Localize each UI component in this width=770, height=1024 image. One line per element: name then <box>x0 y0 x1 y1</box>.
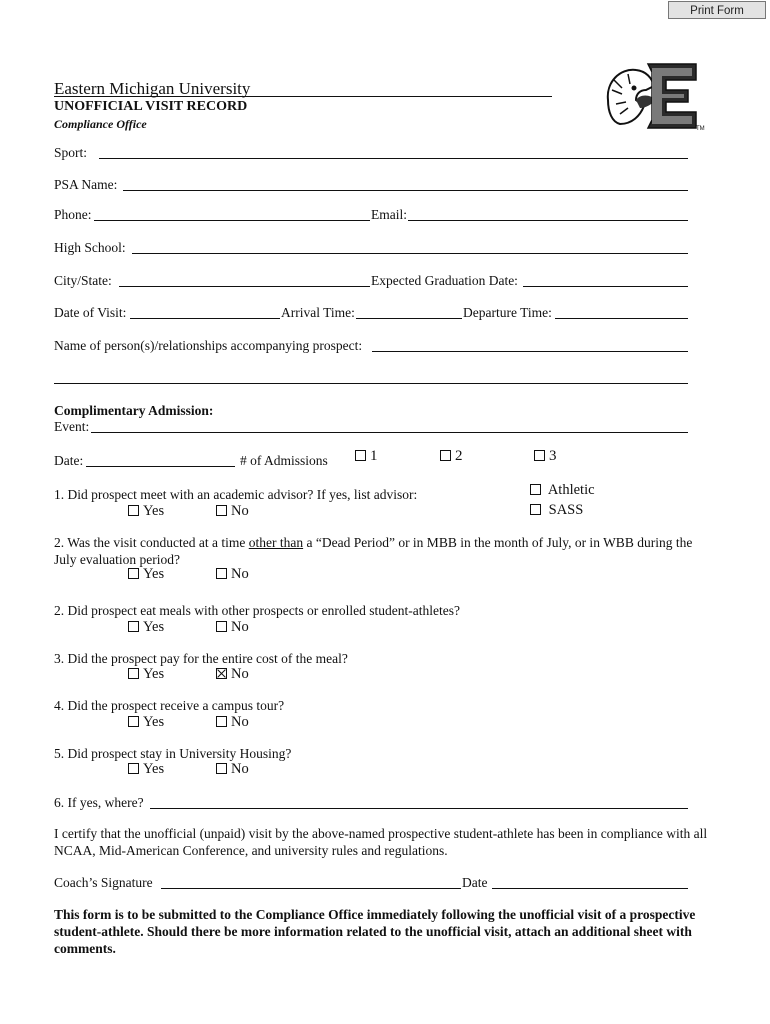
high-school-field[interactable] <box>132 253 688 254</box>
accompanying-field[interactable] <box>372 351 688 352</box>
q5-yes-option[interactable]: Yes <box>128 714 164 731</box>
checkbox-icon[interactable] <box>128 668 139 679</box>
question-housing: 5. Did prospect stay in University Housing? <box>54 746 292 761</box>
question-1: 1. Did prospect meet with an academic advisor? If yes, list advisor: <box>54 487 418 502</box>
checkbox-icon[interactable] <box>530 504 541 515</box>
form-title: UNOFFICIAL VISIT RECORD <box>54 99 248 114</box>
q1-yes-option[interactable]: Yes <box>128 503 164 520</box>
q3-yes-option[interactable]: Yes <box>128 619 164 636</box>
q4-no-option[interactable]: No <box>216 666 249 683</box>
phone-field[interactable] <box>94 220 370 221</box>
checkbox-icon[interactable] <box>355 450 366 461</box>
question-campus-tour: 4. Did the prospect receive a campus tour? <box>54 698 285 713</box>
checked-checkbox-icon[interactable] <box>216 668 227 679</box>
eagle-e-logo <box>600 60 710 132</box>
email-label: Email: <box>371 207 407 222</box>
checkbox-icon[interactable] <box>216 505 227 516</box>
date-of-visit-field[interactable] <box>130 318 280 319</box>
checkbox-icon[interactable] <box>216 568 227 579</box>
admission-heading: Complimentary Admission: <box>54 403 214 418</box>
question-2: 2. Was the visit conducted at a time other than a “Dead Period” or in MBB in the month of July, or in WBB during the July evaluation period? <box>54 535 693 567</box>
checkbox-icon[interactable] <box>440 450 451 461</box>
checkbox-icon[interactable] <box>216 763 227 774</box>
checkbox-icon[interactable] <box>128 568 139 579</box>
coach-signature-field[interactable] <box>161 888 461 889</box>
accompanying-field-line2[interactable] <box>54 383 688 384</box>
checkbox-icon[interactable] <box>128 763 139 774</box>
q5-no-option[interactable]: No <box>216 714 249 731</box>
date-of-visit-label: Date of Visit: <box>54 305 127 320</box>
email-field[interactable] <box>408 220 688 221</box>
event-label: Event: <box>54 419 90 434</box>
checkbox-icon[interactable] <box>530 484 541 495</box>
arrival-time-label: Arrival Time: <box>281 305 355 320</box>
question-meals: 2. Did prospect eat meals with other prospects or enrolled student-athletes? <box>54 603 461 618</box>
admission-option-3[interactable]: 3 <box>534 448 557 465</box>
q6-yes-option[interactable]: Yes <box>128 761 164 778</box>
accompanying-label: Name of person(s)/relationships accompanying prospect: <box>54 338 363 353</box>
num-admissions-label: # of Admissions <box>240 453 328 468</box>
sport-label: Sport: <box>54 145 88 160</box>
university-underline <box>54 96 552 97</box>
city-state-field[interactable] <box>119 286 370 287</box>
city-state-label: City/State: <box>54 273 112 288</box>
departure-time-field[interactable] <box>555 318 688 319</box>
event-field[interactable] <box>91 432 688 433</box>
departure-time-label: Departure Time: <box>463 305 552 320</box>
q6-no-option[interactable]: No <box>216 761 249 778</box>
admission-date-field[interactable] <box>86 466 235 467</box>
signature-date-field[interactable] <box>492 888 688 889</box>
admission-option-1[interactable]: 1 <box>355 448 378 465</box>
q4-yes-option[interactable]: Yes <box>128 666 164 683</box>
q1-no-option[interactable]: No <box>216 503 249 520</box>
checkbox-icon[interactable] <box>128 505 139 516</box>
psa-name-label: PSA Name: <box>54 177 118 192</box>
trademark-label: TM <box>696 126 705 132</box>
arrival-time-field[interactable] <box>356 318 462 319</box>
psa-name-field[interactable] <box>123 190 688 191</box>
question-where: 6. If yes, where? <box>54 795 144 810</box>
q2-yes-option[interactable]: Yes <box>128 566 164 583</box>
admission-date-label: Date: <box>54 453 84 468</box>
phone-label: Phone: <box>54 207 92 222</box>
checkbox-icon[interactable] <box>128 716 139 727</box>
signature-date-label: Date <box>462 875 488 890</box>
coach-signature-label: Coach’s Signature <box>54 875 153 890</box>
sport-field[interactable] <box>99 158 688 159</box>
checkbox-icon[interactable] <box>216 716 227 727</box>
submission-instructions: This form is to be submitted to the Compliance Office immediately following the unofficial visit of a prospective student-athlete. Should there be more information related to the unofficial visit, attach an additional sheet with comments. <box>54 907 696 956</box>
advisor-athletic-option[interactable]: Athletic <box>530 482 595 499</box>
q3-no-option[interactable]: No <box>216 619 249 636</box>
checkbox-icon[interactable] <box>534 450 545 461</box>
office-name: Compliance Office <box>54 117 147 131</box>
print-form-button[interactable]: Print Form <box>668 1 766 19</box>
high-school-label: High School: <box>54 240 126 255</box>
grad-date-label: Expected Graduation Date: <box>371 273 518 288</box>
question-meal-cost: 3. Did the prospect pay for the entire cost of the meal? <box>54 651 348 666</box>
checkbox-icon[interactable] <box>216 621 227 632</box>
advisor-sass-option[interactable]: SASS <box>530 502 583 519</box>
university-name: Eastern Michigan University <box>54 79 251 98</box>
where-field[interactable] <box>150 808 688 809</box>
grad-date-field[interactable] <box>523 286 688 287</box>
q2-no-option[interactable]: No <box>216 566 249 583</box>
checkbox-icon[interactable] <box>128 621 139 632</box>
admission-option-2[interactable]: 2 <box>440 448 463 465</box>
certification-text: I certify that the unofficial (unpaid) visit by the above-named prospective student-athlete has been in compliance with all NCAA, Mid-American Conference, and university rules and regulations. <box>54 826 708 858</box>
